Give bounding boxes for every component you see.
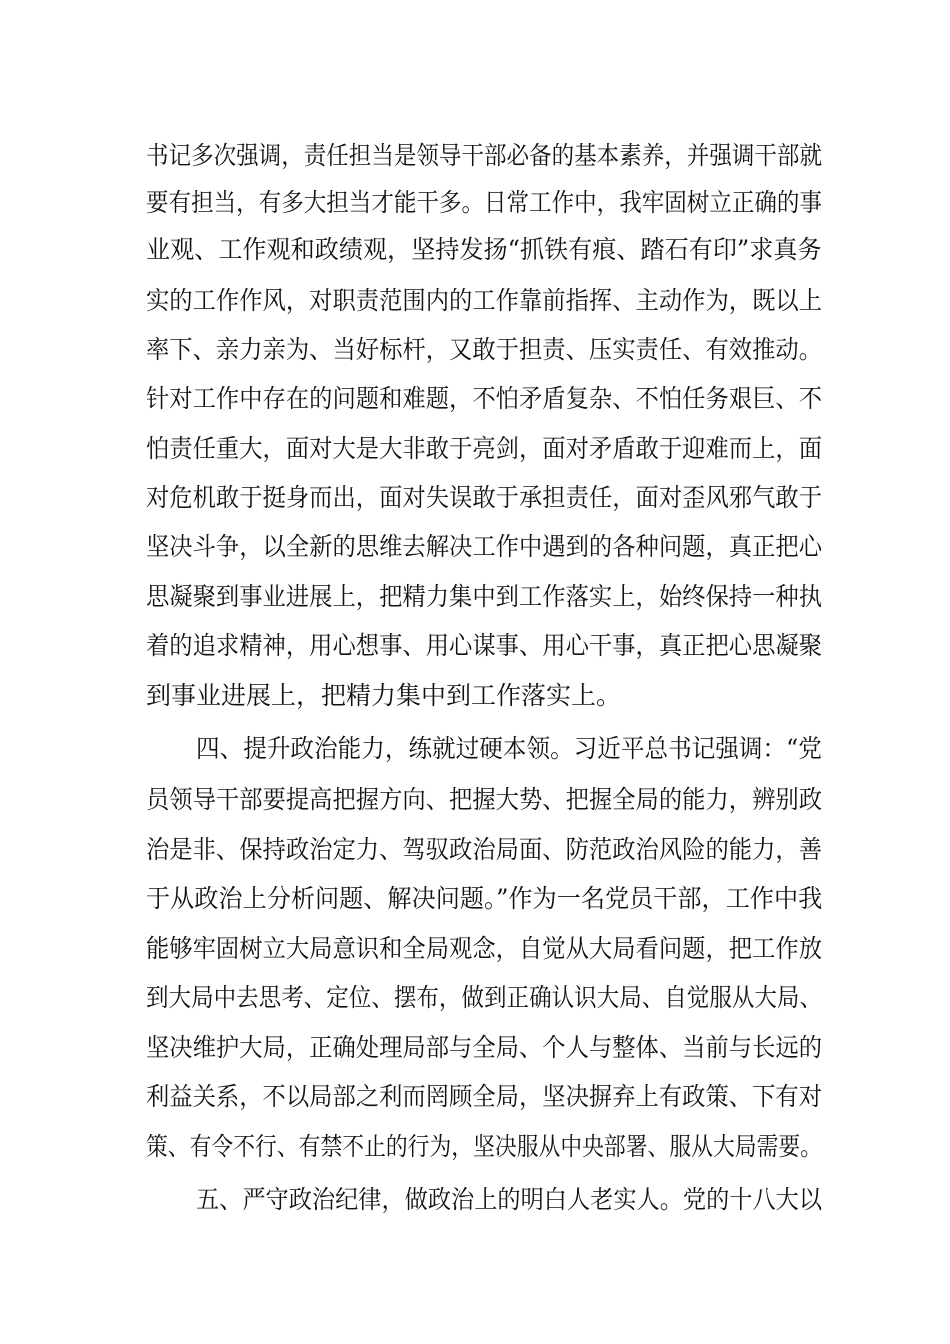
text-line bbox=[0, 1127, 950, 1167]
line-text: 实的工作作风，对职责范围内的工作靠前指挥、主动作为，既以上 bbox=[146, 286, 823, 315]
text-line bbox=[0, 830, 950, 870]
text-line bbox=[0, 577, 950, 617]
text-line bbox=[0, 478, 950, 518]
line-text: 要有担当，有多大担当才能干多。日常工作中，我牢固树立正确的事 bbox=[146, 188, 823, 217]
text-line bbox=[0, 230, 950, 270]
line-text: 着的追求精神，用心想事、用心谋事、用心干事，真正把心思凝聚 bbox=[146, 631, 823, 660]
text-line bbox=[0, 1180, 950, 1220]
text-line bbox=[0, 429, 950, 469]
line-text: 利益关系，不以局部之利而罔顾全局，坚决摒弃上有政策、下有对 bbox=[146, 1082, 823, 1111]
line-text: 怕责任重大，面对大是大非敢于亮剑，面对矛盾敢于迎难而上，面 bbox=[146, 434, 823, 463]
line-text: 到大局中去思考、定位、摆布，做到正确认识大局、自觉服从大局、 bbox=[146, 983, 823, 1012]
text-line bbox=[0, 929, 950, 969]
text-line bbox=[0, 1077, 950, 1117]
text-line bbox=[0, 527, 950, 567]
line-text: 针对工作中存在的问题和难题，不怕矛盾复杂、不怕任务艰巨、不 bbox=[146, 384, 823, 413]
text-line bbox=[0, 626, 950, 666]
line-text: 业观、工作观和政绩观，坚持发扬“抓铁有痕、踏石有印”求真务 bbox=[146, 235, 822, 264]
text-line bbox=[0, 1028, 950, 1068]
text-line bbox=[0, 729, 950, 769]
text-line bbox=[0, 379, 950, 419]
line-text: 能够牢固树立大局意识和全局观念，自觉从大局看问题，把工作放 bbox=[146, 934, 823, 963]
text-line bbox=[0, 281, 950, 321]
line-text: 员领导干部要提高把握方向、把握大势、把握全局的能力，辨别政 bbox=[146, 785, 823, 814]
text-line bbox=[0, 330, 950, 370]
line-text: 策、有令不行、有禁不止的行为，坚决服从中央部署、服从大局需要。 bbox=[146, 1132, 823, 1161]
paragraph-start-text: 四、提升政治能力，练就过硬本领。习近平总书记强调：“党 bbox=[196, 734, 822, 763]
line-text: 思凝聚到事业进展上，把精力集中到工作落实上，始终保持一种执 bbox=[146, 582, 823, 611]
text-line bbox=[0, 136, 950, 176]
paragraph-start-text: 五、严守政治纪律，做政治上的明白人老实人。党的十八大以 bbox=[196, 1185, 823, 1214]
line-text: 对危机敢于挺身而出，面对失误敢于承担责任，面对歪风邪气敢于 bbox=[146, 483, 823, 512]
line-text: 于从政治上分析问题、解决问题。”作为一名党员干部，工作中我 bbox=[146, 884, 823, 913]
text-line bbox=[0, 183, 950, 223]
text-line bbox=[0, 879, 950, 919]
line-text: 书记多次强调，责任担当是领导干部必备的基本素养，并强调干部就 bbox=[146, 141, 823, 170]
text-line bbox=[0, 676, 950, 716]
line-text: 坚决斗争，以全新的思维去解决工作中遇到的各种问题，真正把心 bbox=[146, 532, 823, 561]
line-text: 治是非、保持政治定力、驾驭政治局面、防范政治风险的能力，善 bbox=[146, 835, 823, 864]
line-text: 坚决维护大局，正确处理局部与全局、个人与整体、当前与长远的 bbox=[146, 1033, 823, 1062]
line-text: 到事业进展上，把精力集中到工作落实上。 bbox=[146, 681, 622, 710]
line-text: 率下、亲力亲为、当好标杆，又敢于担责、压实责任、有效推动。 bbox=[146, 335, 823, 364]
text-line bbox=[0, 780, 950, 820]
text-line bbox=[0, 978, 950, 1018]
